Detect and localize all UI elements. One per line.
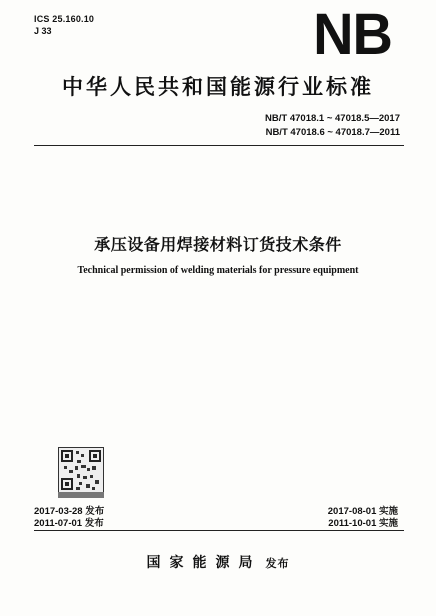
implement-date: 2011-10-01 实施	[328, 518, 398, 529]
qr-caption-bar	[58, 492, 104, 498]
ccs-code: J 33	[34, 26, 52, 36]
standard-number: NB/T 47018.1 ~ 47018.5—2017	[265, 113, 400, 124]
ics-code: ICS 25.160.10	[34, 14, 95, 24]
publish-date: 2017-03-28 发布	[34, 506, 105, 517]
nb-logo: NB	[313, 0, 392, 67]
issuer-org: 国家能源局	[146, 555, 262, 571]
top-divider	[34, 145, 404, 146]
english-title: Technical permission of welding materials for pressure equipment	[77, 265, 359, 276]
bottom-divider	[34, 530, 404, 531]
publish-date: 2011-07-01 发布	[34, 518, 104, 529]
implement-date: 2017-08-01 实施	[327, 506, 398, 517]
standard-type-title: 中华人民共和国能源行业标准	[62, 75, 374, 99]
standard-number: NB/T 47018.6 ~ 47018.7—2011	[265, 127, 400, 138]
qr-code-icon	[58, 447, 104, 493]
issuer-line	[0, 552, 436, 572]
chinese-title: 承压设备用焊接材料订货技术条件	[94, 235, 342, 254]
issuer-suffix: 发布	[265, 557, 290, 570]
